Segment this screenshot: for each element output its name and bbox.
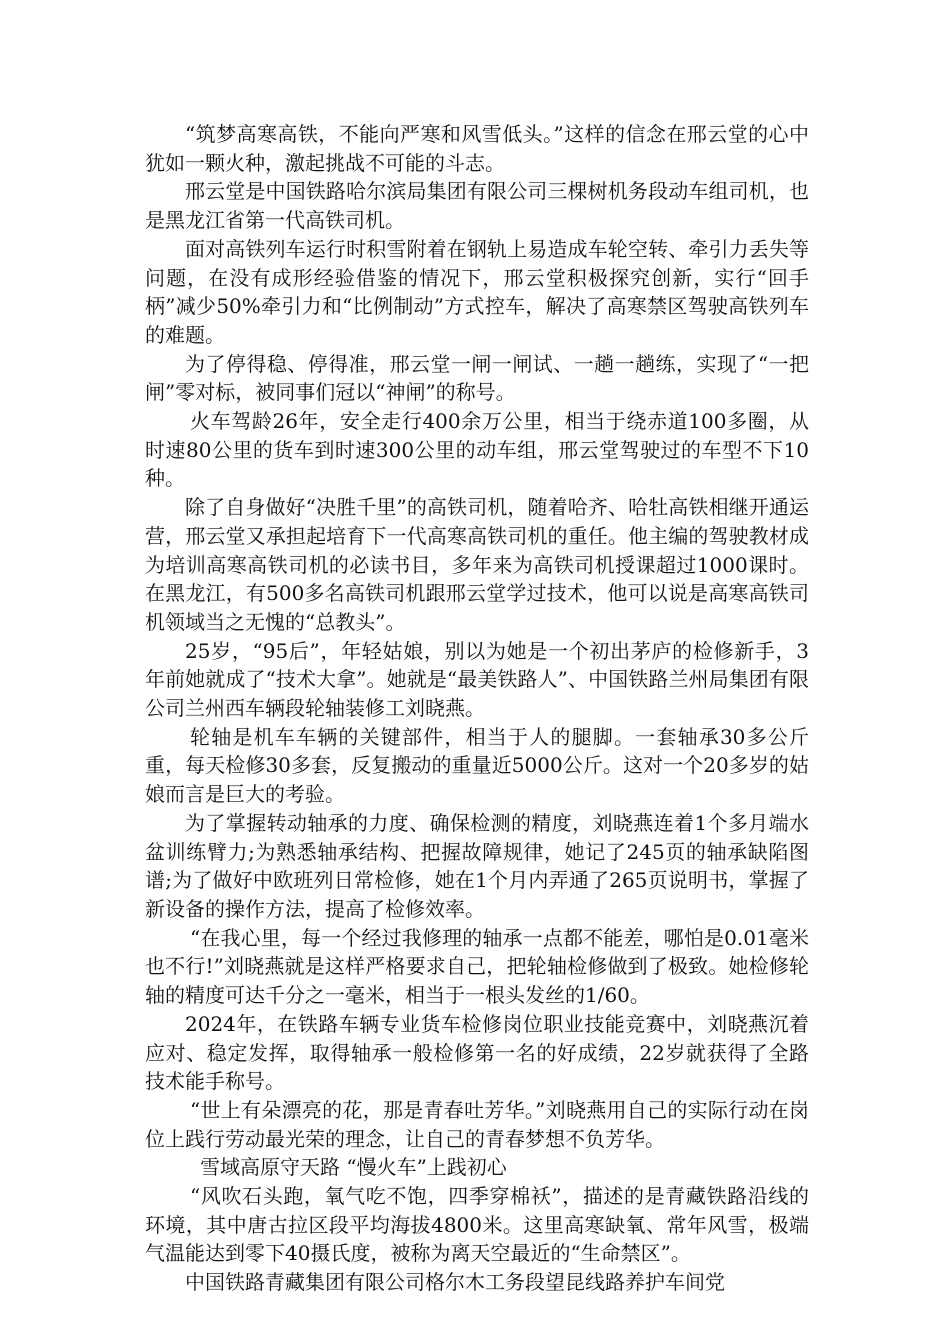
paragraph: 除了自身做好“决胜千里”的高铁司机，随着哈齐、哈牡高铁相继开通运营，邢云堂又承担起培育下一代高寒高铁司机的重任。他主编的驾驶教材成为培训高寒高铁司机的必读书目，多年来为高铁司机授课超过1000课时。在黑龙江，有500多名高铁司机跟邢云堂学过技术，他可以说是高寒高铁司机领域当之无愧的“总教头”。 bbox=[145, 495, 809, 634]
paragraph: “世上有朵漂亮的花，那是青春吐芳华。”刘晓燕用自己的实际行动在岗位上践行劳动最光荣的理念，让自己的青春梦想不负芳华。 bbox=[145, 1097, 809, 1151]
paragraph: 为了停得稳、停得准，邢云堂一闸一闸试、一趟一趟练，实现了“一把闸”零对标，被同事们冠以“神闸”的称号。 bbox=[145, 351, 809, 405]
paragraph: 面对高铁列车运行时积雪附着在钢轨上易造成车轮空转、牵引力丢失等问题，在没有成形经验借鉴的情况下，邢云堂积极探究创新，实行“回手柄”减少50%牵引力和“比例制动”方式控车，解决了高寒禁区驾驶高铁列车的难题。 bbox=[145, 236, 809, 347]
paragraph: 邢云堂是中国铁路哈尔滨局集团有限公司三棵树机务段动车组司机，也是黑龙江省第一代高铁司机。 bbox=[145, 179, 809, 233]
paragraph: “筑梦高寒高铁，不能向严寒和风雪低头。”这样的信念在邢云堂的心中犹如一颗火种，激起挑战不可能的斗志。 bbox=[145, 122, 809, 175]
paragraph: 25岁，“95后”，年轻姑娘，别以为她是一个初出茅庐的检修新手，3年前她就成了“技术大拿”。她就是“最美铁路人”、中国铁路兰州局集团有限公司兰州西车辆段轮轴装修工刘晓燕。 bbox=[145, 638, 809, 721]
section-heading: 雪域高原守天路 “慢火车”上践初心 bbox=[200, 1155, 507, 1180]
paragraph: “在我心里，每一个经过我修理的轴承一点都不能差，哪怕是0.01毫米也不行!”刘晓燕就是这样严格要求自己，把轮轴检修做到了极致。她检修轮轴的精度可达千分之一毫米，相当于一根头发丝的1/60。 bbox=[145, 925, 809, 1008]
paragraph: 火车驾龄26年，安全走行400余万公里，相当于绕赤道100多圈，从时速80公里的货车到时速300公里的动车组，邢云堂驾驶过的车型不下10种。 bbox=[145, 409, 809, 491]
paragraph: 为了掌握转动轴承的力度、确保检测的精度，刘晓燕连着1个多月端水盆训练臂力;为熟悉轴承结构、把握故障规律，她记了245页的轴承缺陷图谱;为了做好中欧班列日常检修，她在1个月内弄通了265页说明书，掌握了新设备的操作方法，提高了检修效率。 bbox=[145, 810, 809, 921]
paragraph: 2024年，在铁路车辆专业货车检修岗位职业技能竞赛中，刘晓燕沉着应对、稳定发挥，取得轴承一般检修第一名的好成绩，22岁就获得了全路技术能手称号。 bbox=[145, 1011, 809, 1094]
paragraph: 轮轴是机车车辆的关键部件，相当于人的腿脚。一套轴承30多公斤重，每天检修30多套，反复搬动的重量近5000公斤。这对一个20多岁的姑娘而言是巨大的考验。 bbox=[145, 724, 809, 807]
paragraph: “风吹石头跑，氧气吃不饱，四季穿棉袄”，描述的是青藏铁路沿线的环境，其中唐古拉区段平均海拔4800米。这里高寒缺氧、常年风雪，极端气温能达到零下40摄氏度，被称为离天空最近的“生命禁区”。 bbox=[145, 1184, 809, 1266]
article-body bbox=[145, 120, 809, 1297]
paragraph: 中国铁路青藏集团有限公司格尔木工务段望昆线路养护车间党 bbox=[185, 1270, 725, 1295]
